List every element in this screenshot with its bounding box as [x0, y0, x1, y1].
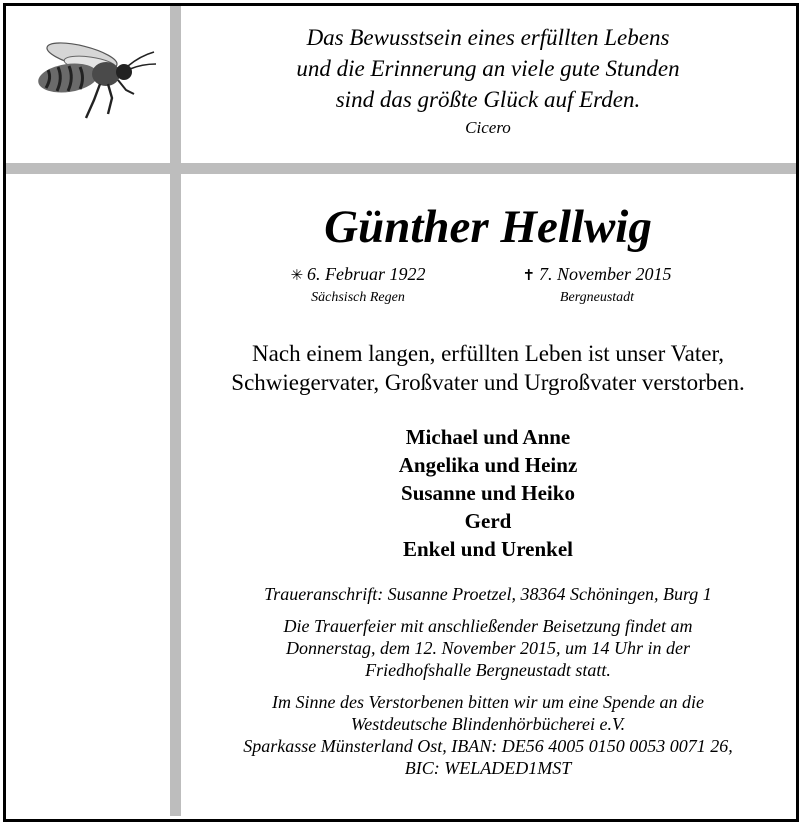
donation-request: Im Sinne des Verstorbenen bitten wir um eine Spende an die Westdeutsche Blindenhörbücherei e.V. Sparkasse Münsterland Ost, IBAN: DE56 4005 0150 0053 0071 26, BIC: WELADED1MST	[243, 692, 733, 778]
mourning-address: Traueranschrift: Susanne Proetzel, 38364 Schöningen, Burg 1	[264, 584, 712, 604]
death-place: Bergneustadt	[559, 290, 635, 305]
quote-line: Das Bewusstsein eines erfüllten Lebens	[306, 25, 670, 50]
family-member: Angelika und Heinz	[398, 453, 578, 477]
quote-line: sind das größte Glück auf Erden.	[335, 87, 641, 112]
quote-block	[186, 22, 790, 141]
cross-horizontal-bar	[6, 163, 796, 174]
birth-place: Sächsisch Regen	[311, 290, 405, 305]
life-dates	[186, 262, 790, 312]
quote-author: Cicero	[465, 118, 511, 137]
birth-info	[238, 262, 478, 309]
family-member: Susanne und Heiko	[401, 481, 575, 505]
death-info	[477, 262, 717, 309]
notice-content	[186, 190, 790, 789]
death-cross-icon: ✝	[522, 266, 536, 284]
quote-line: und die Erinnerung an viele gute Stunden	[296, 56, 680, 81]
message-line: Nach einem langen, erfüllten Leben ist unser Vater,	[252, 341, 724, 366]
info-section	[186, 583, 790, 779]
deceased-name: Günther Hellwig	[324, 201, 652, 253]
birth-date: 6. Februar 1922	[307, 264, 426, 284]
bee-icon	[30, 38, 158, 124]
death-message	[186, 339, 790, 397]
family-member: Gerd	[464, 509, 512, 533]
family-member: Enkel und Urenkel	[403, 537, 573, 561]
birth-star-icon: ✳	[290, 266, 304, 284]
ceremony-details: Die Trauerfeier mit anschließender Beisetzung findet am Donnerstag, dem 12. November 2015, um 14 Uhr in der Friedhofshalle Bergneustadt statt.	[283, 616, 693, 680]
family-list	[186, 423, 790, 563]
family-member: Michael und Anne	[405, 425, 571, 449]
death-date: 7. November 2015	[539, 264, 672, 284]
cross-vertical-bar	[170, 6, 181, 816]
message-line: Schwiegervater, Großvater und Urgroßvater verstorben.	[231, 370, 745, 395]
